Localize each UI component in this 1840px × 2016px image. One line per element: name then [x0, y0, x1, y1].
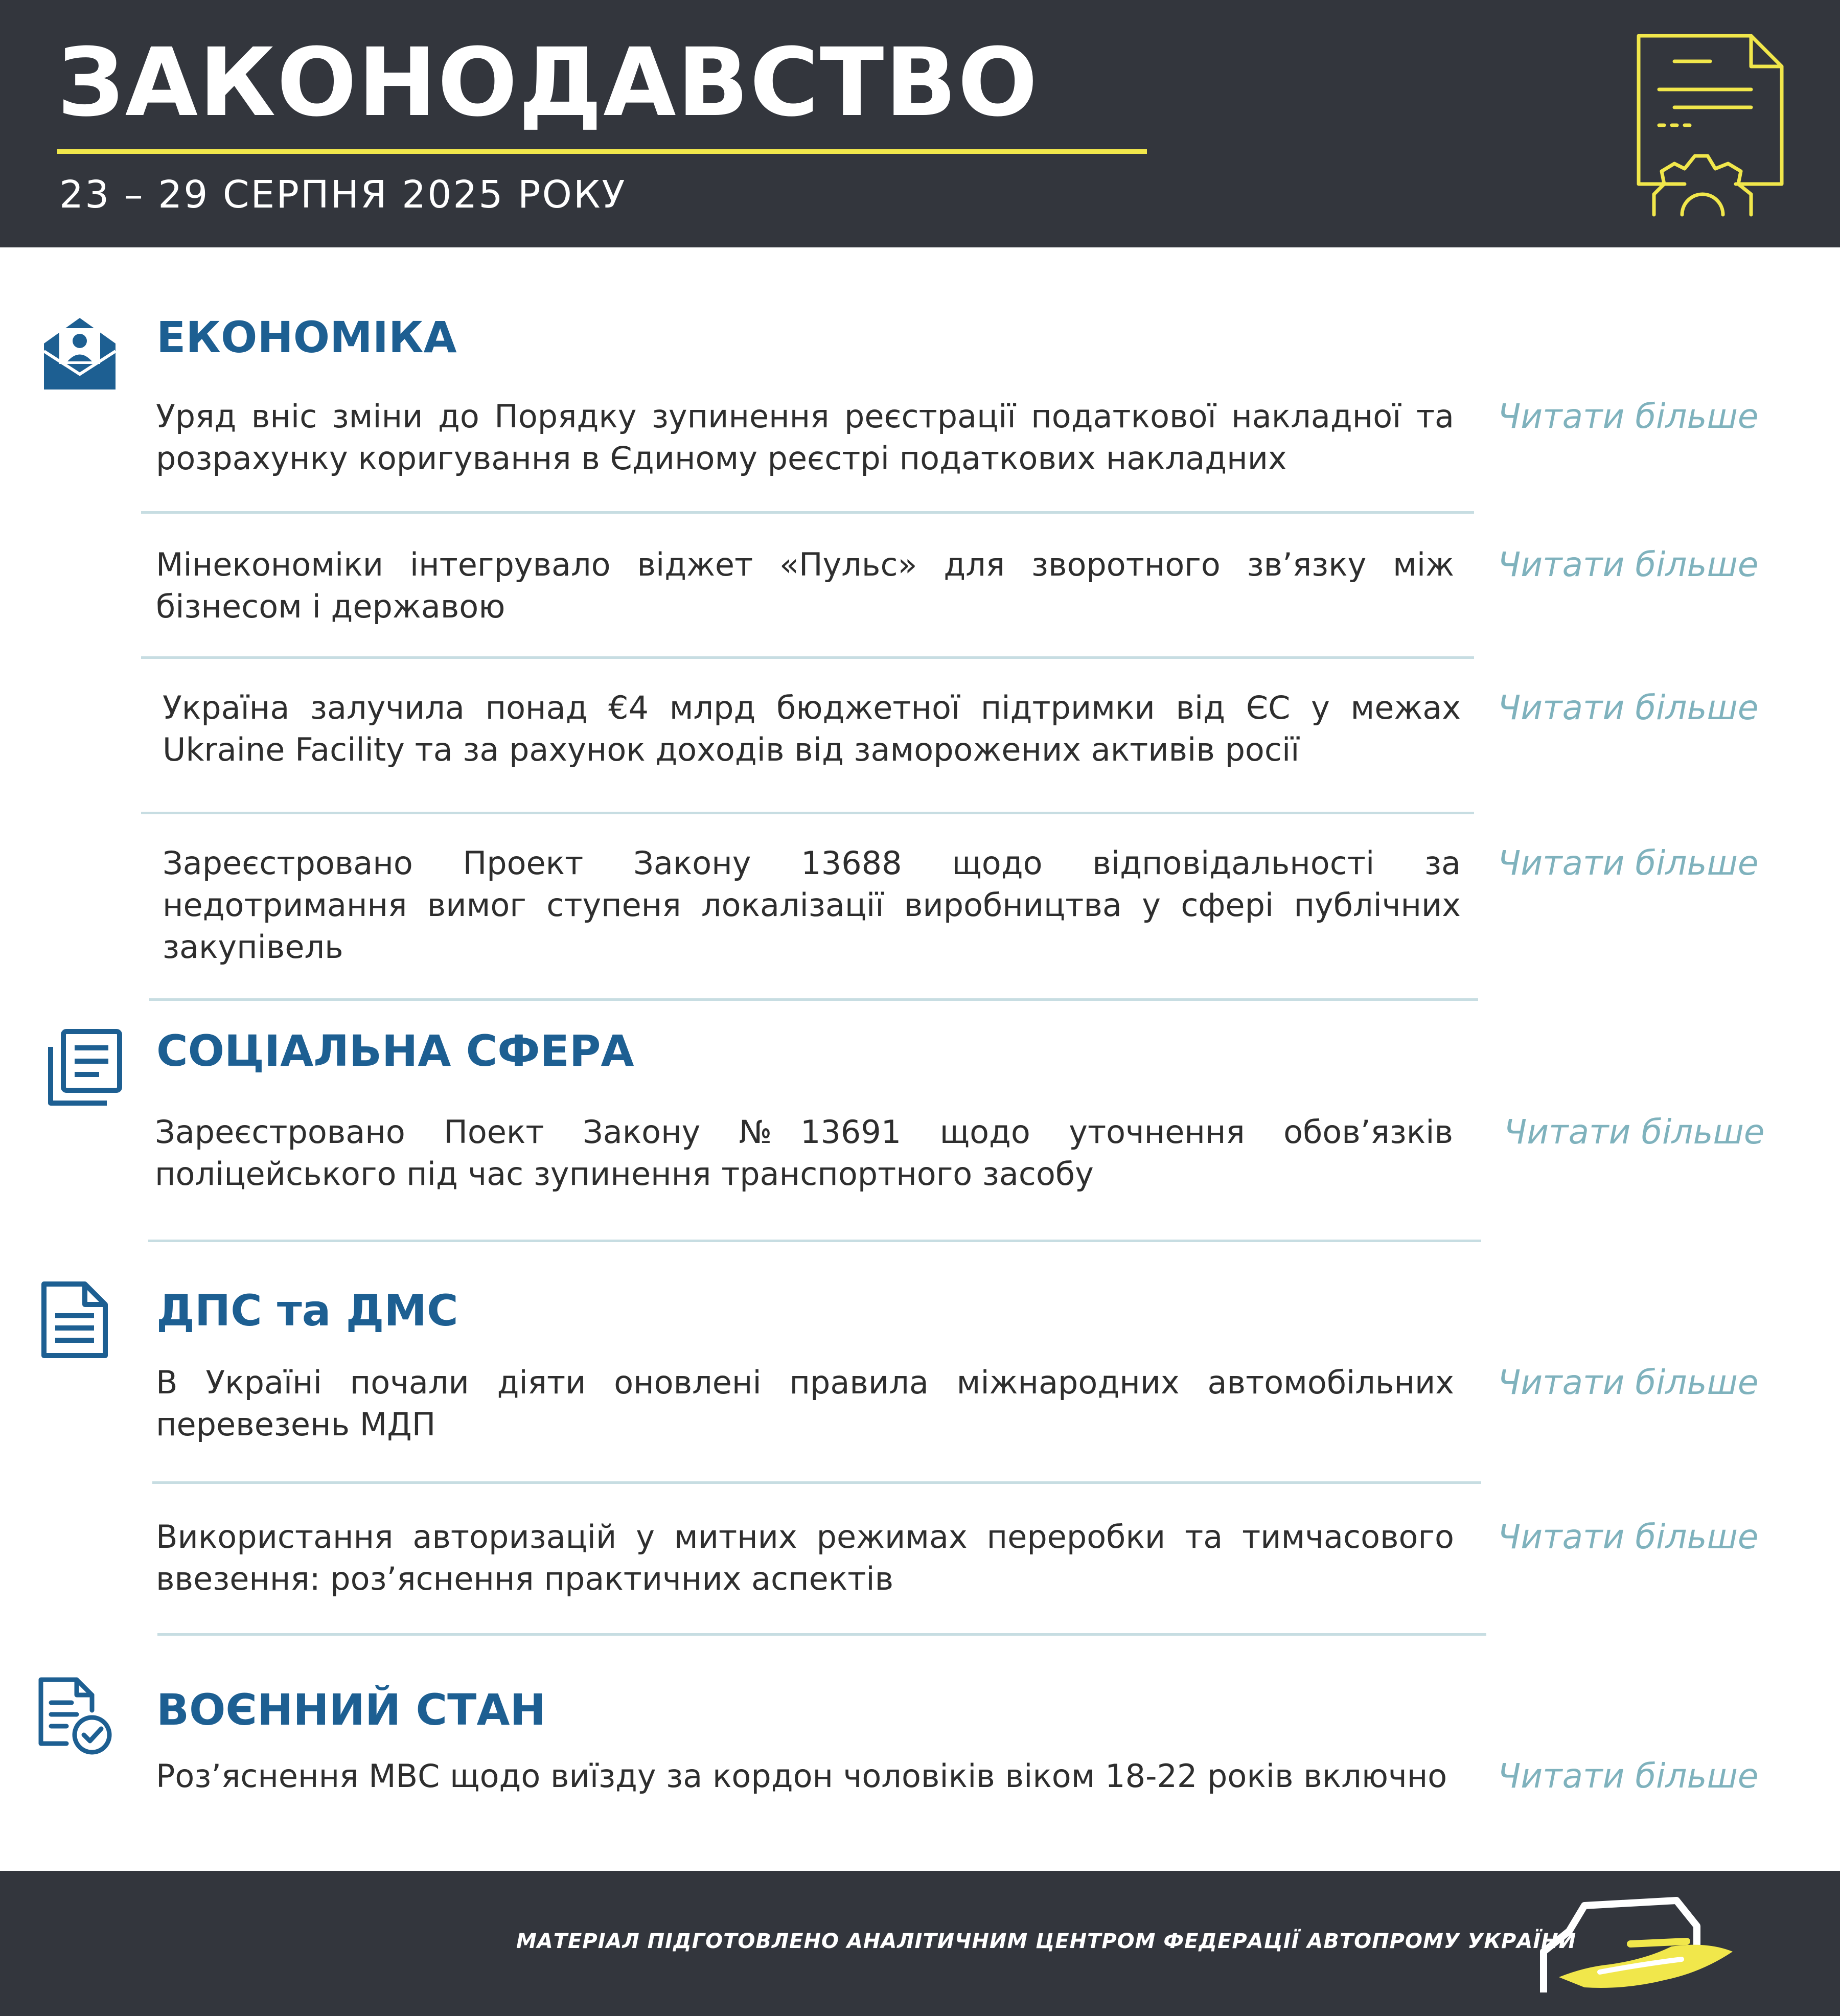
section-title-martial-law: ВОЄННИЙ СТАН	[156, 1685, 546, 1735]
document-check-icon	[36, 1675, 118, 1756]
section-title-tax-migration: ДПС та ДМС	[156, 1286, 458, 1336]
divider	[141, 511, 1474, 514]
news-item-text: Мінекономіки інтегрувало віджет «Пульс» для зворотного зв’язку між бізнесом і державою	[156, 546, 1454, 625]
news-item-text: Зареєстровано Поект Закону №13691 щодо уточнення обов’язків поліцейського під час зупинення транспортного засобу	[155, 1113, 1453, 1193]
envelope-person-icon	[39, 313, 121, 395]
news-item-text: Україна залучила понад €4 млрд бюджетної підтримки від ЄС у межах Ukraine Facility та за рахунок доходів від заморожених активів росії	[163, 689, 1461, 768]
page-footer	[0, 1871, 1840, 2016]
news-item-text: Роз’яснення МВС щодо виїзду за кордон чоловіків віком 18-22 років включно	[156, 1757, 1447, 1795]
read-more-link[interactable]: Читати більше	[1498, 397, 1759, 436]
read-more-link[interactable]: Читати більше	[1498, 545, 1759, 584]
section-title-social: СОЦІАЛЬНА СФЕРА	[156, 1026, 634, 1076]
news-item-text: Використання авторизацій у митних режимах переробки та тимчасового ввезення: роз’яснення практичних аспектів	[156, 1518, 1454, 1597]
read-more-link[interactable]: Читати більше	[1498, 1363, 1759, 1402]
read-more-link[interactable]: Читати більше	[1498, 1517, 1759, 1556]
news-item-text: Зареєстровано Проект Закону 13688 щодо відповідальності за недотримання вимог ступеня локалізації виробництва у сфері публічних закупівель	[163, 844, 1461, 966]
read-more-link[interactable]: Читати більше	[1504, 1112, 1765, 1152]
divider	[157, 1633, 1486, 1636]
read-more-link[interactable]: Читати більше	[1498, 843, 1759, 883]
divider	[152, 1481, 1481, 1484]
divider	[148, 1240, 1481, 1242]
date-range: 23 – 29 СЕРПНЯ 2025 РОКУ	[59, 173, 627, 217]
document-lines-icon	[34, 1279, 116, 1361]
car-flag-logo-icon	[1538, 1895, 1743, 1998]
read-more-link[interactable]: Читати більше	[1498, 688, 1759, 727]
document-gear-icon	[1634, 31, 1787, 225]
page-header	[0, 0, 1840, 247]
divider	[141, 812, 1474, 814]
read-more-link[interactable]: Читати більше	[1498, 1756, 1759, 1796]
title-underline	[57, 149, 1147, 154]
divider	[149, 998, 1478, 1001]
news-item-text: В Україні почали діяти оновлені правила міжнародних автомобільних перевезень МДП	[156, 1364, 1454, 1443]
divider	[141, 656, 1474, 659]
section-title-economy: ЕКОНОМІКА	[156, 312, 457, 362]
footer-credit: МАТЕРІАЛ ПІДГОТОВЛЕНО АНАЛІТИЧНИМ ЦЕНТРОМ ФЕДЕРАЦІЇ АВТОПРОМУ УКРАЇНИ	[516, 1930, 1577, 1953]
news-item-text: Уряд вніс зміни до Порядку зупинення реєстрації податкової накладної та розрахунку коригування в Єдиному реєстрі податкових накладних	[156, 398, 1454, 477]
documents-stack-icon	[43, 1026, 125, 1108]
page-title: ЗАКОНОДАВСТВО	[57, 28, 1039, 138]
